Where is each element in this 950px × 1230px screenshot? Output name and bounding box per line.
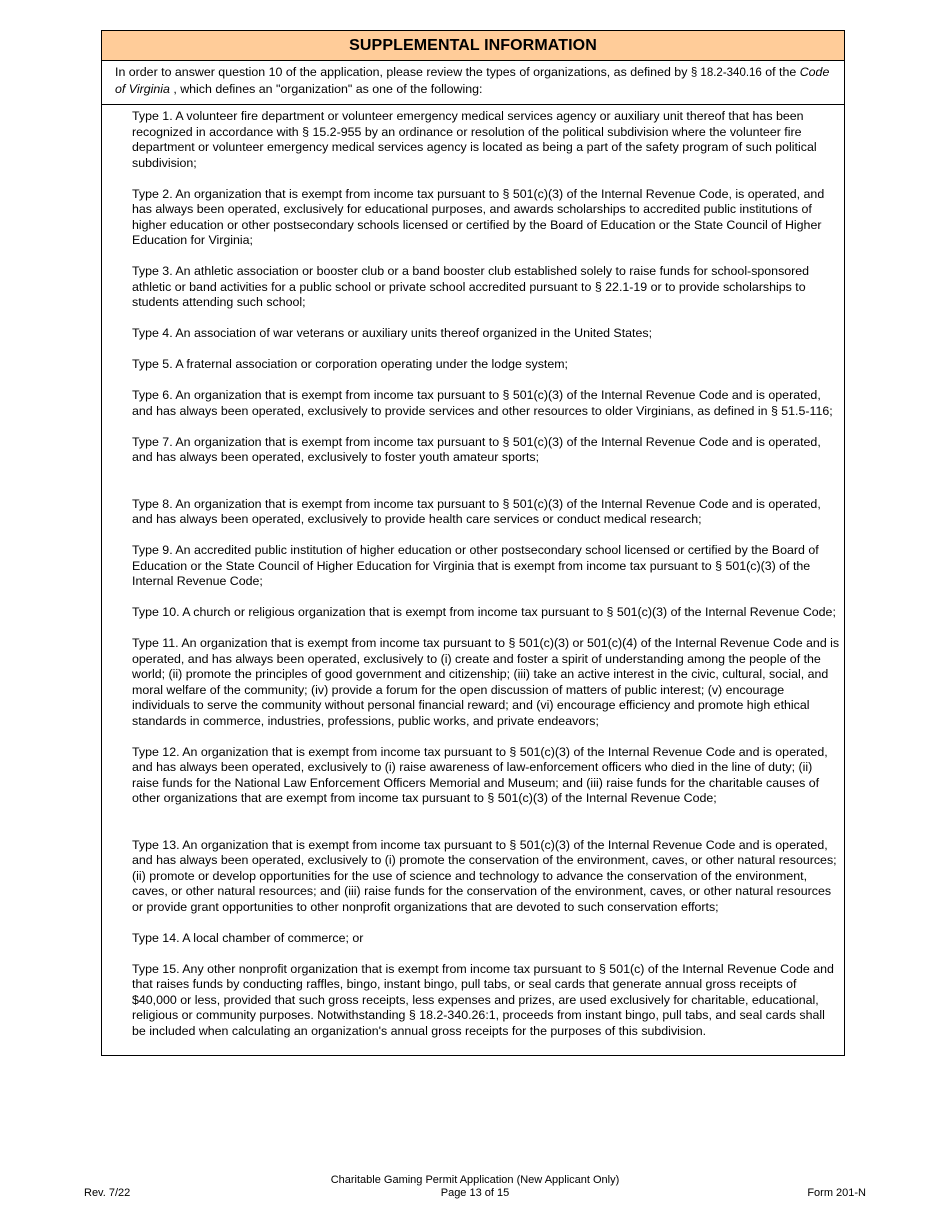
- organization-type-15: Type 15. Any other nonprofit organization that is exempt from income tax pursuant to § 501(c) of the Internal Revenue Code and that raises funds by conducting raffles, bingo, instant bingo, pull tabs, or seal cards that generate annual gross receipts of $40,000 or less, provided that such gross receipts, less expenses and prizes, are used exclusively for charitable, educational, religious or community purposes. Notwithstanding § 18.2-340.26:1, proceeds from instant bingo, pull tabs, and seal cards shall be included when calculating an organization's annual gross receipts for the purposes of this subdivision.: [132, 961, 834, 1038]
- organization-type-13: Type 13. An organization that is exempt from income tax pursuant to § 501(c)(3) of the Internal Revenue Code and is operated, and has always been operated, exclusively to (i) promote the conservation of the environment, caves, or other natural resources; (ii) promote or develop opportunities for the use of science and technology to advance the conservation of the environment, caves, or other natural resources; and (iii) raise funds for the conservation of the environment, caves, or other natural resources or provide grant opportunities to other nonprofit organizations that are devoted to such conservation efforts;: [132, 837, 837, 914]
- organization-type-11: Type 11. An organization that is exempt from income tax pursuant to § 501(c)(3) or 501(c)(4) of the Internal Revenue Code and is operated, and has always been operated, exclusively to (i) create and foster a spirit of understanding among the people of the world; (ii) promote the principles of good government and citizenship; (iii) take an active interest in the civic, cultural, social, and moral welfare of the community; (iv) provide a forum for the open discussion of matters of public interest; (v) encourage individuals to serve the community without personal financial reward; and (vi) encourage efficiency and promote high ethical standards in commerce, industries, professions, public works, and private endeavors;: [132, 636, 840, 728]
- organization-type-14: Type 14. A local chamber of commerce; or: [132, 930, 364, 945]
- organization-type-2: Type 2. An organization that is exempt from income tax pursuant to § 501(c)(3) of the Internal Revenue Code, is operated, and has always been operated, exclusively for educational purposes, and awards scholarships to accredited public institutions of higher education or other postsecondary schools licensed or certified by the Board of Education or the State Council of Higher Education for Virginia;: [132, 186, 825, 247]
- organization-type-10: Type 10. A church or religious organization that is exempt from income tax pursuant to § 501(c)(3) of the Internal Revenue Code;: [132, 605, 836, 619]
- form-number: Form 201-N: [807, 1187, 866, 1199]
- organization-type-12: Type 12. An organization that is exempt from income tax pursuant to § 501(c)(3) of the Internal Revenue Code and is operated, and has always been operated, exclusively to (i) raise awareness of law-enforcement officers who died in the line of duty; (ii) raise funds for the National Law Enforcement Officers Memorial and Museum; and (iii) raise funds for the charitable causes of other organizations that are exempt from income tax pursuant to § 501(c)(3) of the Internal Revenue Code;: [132, 744, 828, 805]
- revision-label: Rev. 7/22: [84, 1187, 131, 1199]
- organization-type-8: Type 8. An organization that is exempt from income tax pursuant to § 501(c)(3) of the Internal Revenue Code and is operated, and has always been operated, exclusively to provide health care services or conduct medical research;: [132, 496, 821, 526]
- organization-type-1: Type 1. A volunteer fire department or volunteer emergency medical services agency or auxiliary unit thereof that has been recognized in accordance with § 15.2-955 by an ordinance or resolution of the political subdivision where the volunteer fire department or volunteer emergency medical services agency is located as being a part of the safety program of such political subdivision;: [132, 109, 817, 170]
- intro-text-end: , which defines an "organization" as one of the following:: [169, 81, 483, 96]
- intro-text-middle: of the: [761, 65, 800, 79]
- document-title: Charitable Gaming Permit Application (New Applicant Only): [330, 1174, 620, 1186]
- intro-text-start: In order to answer question 10 of the application, please review the types of organizations, as defined by: [115, 65, 691, 79]
- organization-types-list: [102, 105, 844, 1039]
- organization-type-9: Type 9. An accredited public institution of higher education or other postsecondary school licensed or certified by the Board of Education or the State Council of Higher Education for Virginia that is exempt from income tax pursuant to § 501(c)(3) of the Internal Revenue Code;: [132, 543, 819, 588]
- organization-type-6: Type 6. An organization that is exempt from income tax pursuant to § 501(c)(3) of the Internal Revenue Code and is operated, and has always been operated, exclusively to provide services and other resources to older Virginians, as defined in § 51.5-116;: [132, 388, 833, 418]
- organization-type-7: Type 7. An organization that is exempt from income tax pursuant to § 501(c)(3) of the Internal Revenue Code and is operated, and has always been operated, exclusively to foster youth amateur sports;: [132, 434, 821, 464]
- code-of-virginia: Code of Virginia: [115, 65, 830, 96]
- organization-type-3: Type 3. An athletic association or booster club or a band booster club established solely to raise funds for school-sponsored athletic or band activities for a public school or private school accredited pursuant to § 22.1-19 or to provide scholarships to students attending such school;: [132, 264, 810, 309]
- intro-citation: § 18.2-340.16: [690, 67, 762, 79]
- section-title: SUPPLEMENTAL INFORMATION: [102, 31, 844, 61]
- organization-type-5: Type 5. A fraternal association or corporation operating under the lodge system;: [132, 357, 568, 371]
- page-number: Page 13 of 15: [440, 1187, 510, 1199]
- supplemental-information-box: [101, 30, 845, 1056]
- intro-paragraph: [102, 61, 844, 105]
- organization-type-4: Type 4. An association of war veterans or auxiliary units thereof organized in the United States;: [132, 326, 653, 340]
